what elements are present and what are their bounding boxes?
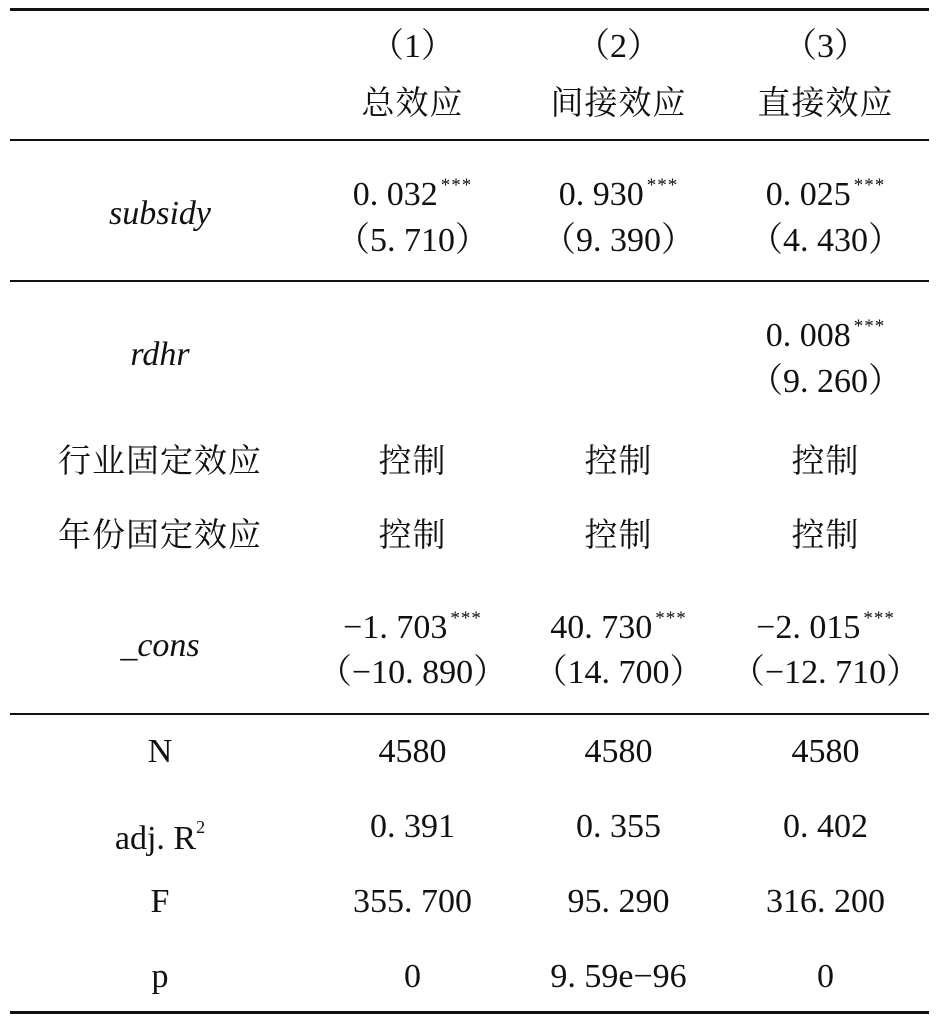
significance-stars: *** <box>440 175 473 196</box>
top-rule <box>10 8 929 11</box>
subsidy-coef-1 <box>310 167 515 214</box>
cons-coef-1 <box>310 600 515 647</box>
row-label-rdhr: rdhr <box>130 336 190 373</box>
subsidy-coef-2 <box>515 167 722 214</box>
significance-stars: *** <box>853 175 886 196</box>
adj-r2-1: 0. 391 <box>370 808 455 845</box>
significance-stars: *** <box>655 608 687 629</box>
coef-value: −1. 703 <box>343 609 448 646</box>
rdhr-tstat-3: （9. 260） <box>749 363 902 400</box>
rdhr-coef-3 <box>722 308 929 355</box>
subsidy-coef-3 <box>722 167 929 214</box>
row-label-subsidy: subsidy <box>109 195 211 232</box>
p-1: 0 <box>404 958 421 995</box>
adj-r-label: adj. R <box>114 820 197 857</box>
n-3: 4580 <box>791 733 860 770</box>
significance-stars: *** <box>853 316 886 337</box>
header-rule <box>10 139 929 141</box>
col-1-number: （1） <box>370 28 455 65</box>
cons-coef-3 <box>722 600 929 647</box>
row-label-adj-r2 <box>10 808 310 858</box>
row-label-industry-fe: 行业固定效应 <box>58 441 262 480</box>
subsidy-rule <box>10 280 929 282</box>
row-label-f: F <box>150 883 170 920</box>
col-3-title: 直接效应 <box>757 83 894 122</box>
row-label-cons: _cons <box>120 627 200 664</box>
p-2: 9. 59e−96 <box>550 958 687 995</box>
adj-r2-2: 0. 355 <box>576 808 661 845</box>
significance-stars: *** <box>863 608 895 629</box>
coef-value: 0. 025 <box>765 176 851 213</box>
col-2-number: （2） <box>576 28 661 65</box>
superscript-2: 2 <box>196 817 206 837</box>
f-1: 355. 700 <box>353 883 472 920</box>
year-fe-2: 控制 <box>584 515 653 554</box>
cons-tstat-3: （−12. 710） <box>730 654 921 691</box>
industry-fe-3: 控制 <box>791 441 860 480</box>
subsidy-tstat-3: （4. 430） <box>749 222 902 259</box>
adj-r2-3: 0. 402 <box>783 808 868 845</box>
significance-stars: *** <box>450 608 482 629</box>
coef-value: 0. 032 <box>352 176 438 213</box>
industry-fe-2: 控制 <box>584 441 653 480</box>
industry-fe-1: 控制 <box>378 441 447 480</box>
f-3: 316. 200 <box>766 883 885 920</box>
cons-tstat-2: （14. 700） <box>533 654 704 691</box>
significance-stars: *** <box>646 175 679 196</box>
row-label-n: N <box>147 733 173 770</box>
p-3: 0 <box>817 958 834 995</box>
n-1: 4580 <box>378 733 447 770</box>
coef-value: 0. 930 <box>558 176 644 213</box>
cons-coef-2 <box>515 600 722 647</box>
bottom-rule <box>10 1011 929 1014</box>
n-2: 4580 <box>584 733 653 770</box>
subsidy-tstat-2: （9. 390） <box>542 222 695 259</box>
row-label-year-fe: 年份固定效应 <box>58 515 262 554</box>
coef-value: 0. 008 <box>765 317 851 354</box>
coef-value: −2. 015 <box>756 609 861 646</box>
col-1-title: 总效应 <box>361 83 464 122</box>
col-3-number: （3） <box>783 28 868 65</box>
row-label-p: p <box>151 958 169 995</box>
year-fe-1: 控制 <box>378 515 447 554</box>
subsidy-tstat-1: （5. 710） <box>336 222 489 259</box>
f-2: 95. 290 <box>567 883 670 920</box>
coef-value: 40. 730 <box>550 609 653 646</box>
cons-tstat-1: （−10. 890） <box>317 654 508 691</box>
stats-rule <box>10 713 929 715</box>
year-fe-3: 控制 <box>791 515 860 554</box>
col-2-title: 间接效应 <box>550 83 687 122</box>
